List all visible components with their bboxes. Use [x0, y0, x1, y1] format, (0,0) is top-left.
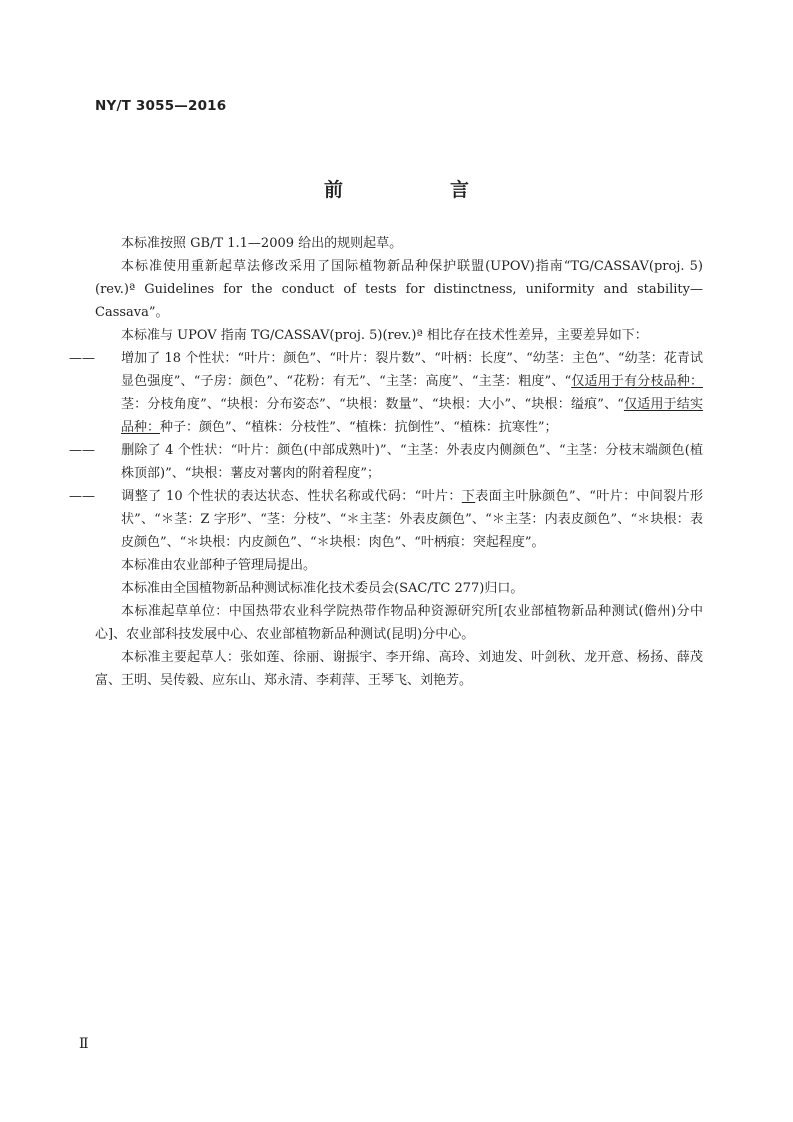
adjusted-traits-text-1: 调整了 10 个性状的表达状态、性状名称或代码：“叶片： [121, 489, 462, 504]
paragraph-drafting-units: 本标准起草单位：中国热带农业科学院热带作物品种资源研究所[农业部植物新品种测试(儋州)分中心]、农业部科技发展中心、农业部植物新品种测试(昆明)分中心。 [95, 604, 703, 642]
paragraph-differences-intro: 本标准与 UPOV 指南 TG/CASSAV(proj. 5)(rev.)ª 相比存在技术性差异，主要差异如下： [121, 328, 648, 343]
added-traits-text-2: 茎：分枝角度”、“块根：分布姿态”、“块根：数量”、“块根：大小”、“块根：缢痕”、“ [121, 397, 624, 412]
page-title: 前 言 [323, 179, 513, 201]
list-item-deleted-traits [69, 439, 703, 485]
paragraph-proposer: 本标准由农业部种子管理局提出。 [121, 558, 317, 573]
underlined-fruiting-note: 仅适用于结实品种： [121, 397, 703, 435]
paragraph-drafting-rules: 本标准按照 GB/T 1.1—2009 给出的规则起草。 [121, 236, 403, 251]
list-dash: —— [69, 489, 95, 504]
added-traits-text-3: 种子：颜色”、“植株：分枝性”、“植株：抗倒性”、“植株：抗寒性”； [160, 420, 558, 435]
page-number: Ⅱ [79, 1036, 89, 1052]
added-traits-text-1: 增加了 18 个性状：“叶片：颜色”、“叶片：裂片数”、“叶柄：长度”、“幼茎：主色”、“幼茎：花青试显色强度”、“子房：颜色”、“花粉：有无”、“主茎：高度”、“主茎：粗度”、“ [121, 351, 703, 389]
underlined-lower-surface: 下 [461, 489, 476, 504]
standard-code: NY/T 3055—2016 [95, 98, 227, 114]
list-dash: —— [69, 443, 95, 458]
paragraph-drafters: 本标准主要起草人：张如莲、徐丽、谢振宇、李开绵、高玲、刘迪发、叶剑秋、龙开意、杨扬、薛茂富、王明、吴传毅、应东山、郑永清、李莉萍、王琴飞、刘艳芳。 [95, 650, 703, 688]
deleted-traits-text: 删除了 4 个性状：“叶片：颜色(中部成熟叶)”、“主茎：外表皮内侧颜色”、“主茎：分枝末端颜色(植株顶部)”、“块根：薯皮对薯肉的附着程度”； [121, 443, 703, 481]
paragraph-upov-adoption: 本标准使用重新起草法修改采用了国际植物新品种保护联盟(UPOV)指南“TG/CASSAV(proj. 5)(rev.)ª Guidelines for the conduct of tests for distinctness, uniformity and stability—Cassava”。 [95, 259, 703, 320]
underlined-branching-note: 仅适用于有分枝品种： [571, 374, 703, 389]
list-item-added-traits [69, 347, 703, 439]
paragraph-jurisdiction: 本标准由全国植物新品种测试标准化技术委员会(SAC/TC 277)归口。 [121, 581, 524, 596]
adjusted-traits-text-2: 表面主叶脉颜色”、“叶片：中间裂片形状”、“＊茎：Z 字形”、“茎：分枝”、“＊主茎：外表皮颜色”、“＊主茎：内表皮颜色”、“＊块根：表皮颜色”、“＊块根：内皮颜色”、“＊块根：肉色”、“叶柄痕：突起程度”。 [121, 489, 703, 550]
list-item-adjusted-traits [69, 485, 703, 554]
foreword-body [69, 232, 703, 692]
list-dash: —— [69, 351, 95, 366]
